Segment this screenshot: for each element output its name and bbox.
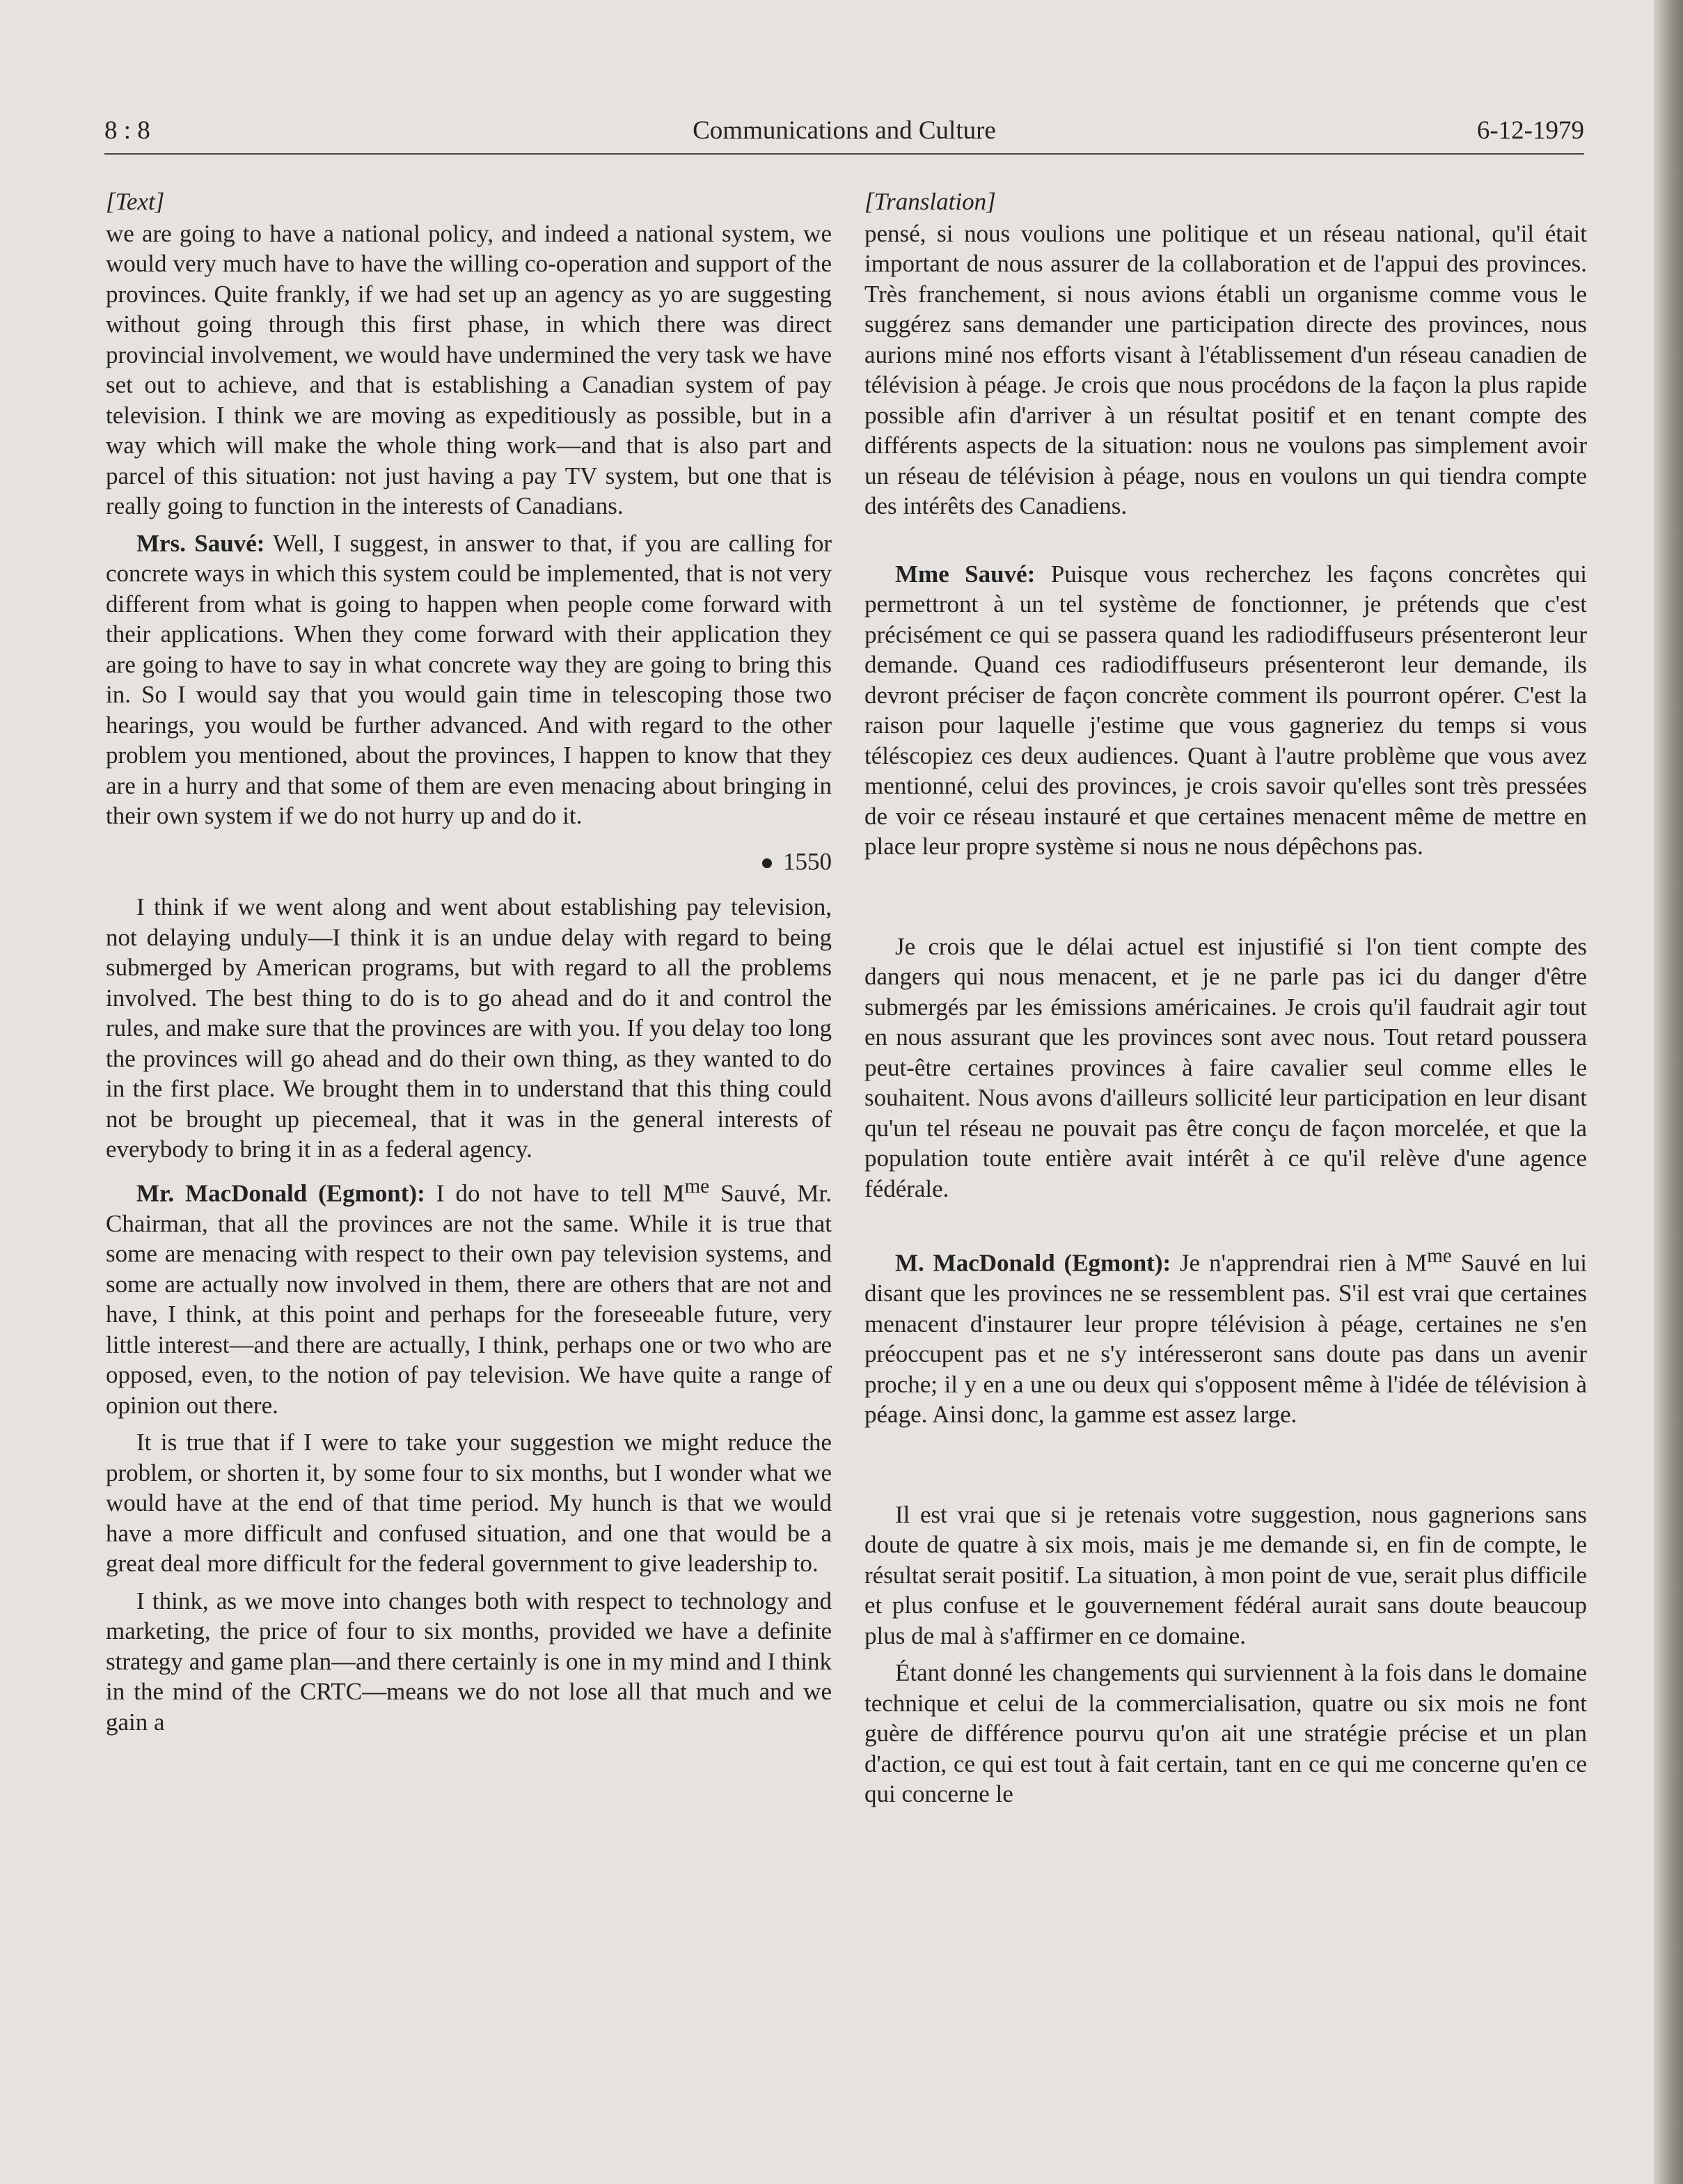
- french-paragraph-3: Je crois que le délai actuel est injustifié si l'on tient compte des dangers qui nous menacent, et je ne parle pas ici du danger d'être submergés par les émissions américaines. Je crois qu'il faudrait agir tout en nous assurant que les provinces sont avec nous. Tout retard poussera peut-être certaines provinces à faire cavalier seul comme elles le souhaitent. Nous avons d'ailleurs sollicité leur participation en leur disant qu'un tel réseau ne pouvait pas être conçu de façon morcelée, et que la population toute entière avait intérêt à ce qu'il relève d'une agence fédérale.: [864, 932, 1587, 1202]
- english-paragraph-5: It is true that if I were to take your suggestion we might reduce the problem, or shorten it, by some four to six months, but I wonder what we would have at the end of that time period. My hunch is that we would have a more difficult and confused situation, and one that would be a great deal more difficult for the federal government to give leadership to.: [106, 1429, 832, 1578]
- translation-label-word: Translation: [874, 188, 987, 215]
- english-paragraph-1: we are going to have a national policy, and indeed a national system, we would very much have to have the willing co-operation and support of the provinces. Quite frankly, if we had set up an agency as yo are suggesting without going through this first phase, in which there was direct provincial involvement, we would have undermined the very task we have set out to achieve, and that is establishing a Canadian system of pay television. I think we are moving as expeditiously as possible, but in a way which will make the whole thing work—and that is also part and parcel of this situation: not just having a pay TV system, but one that is really going to function in the interests of Canadians.: [106, 219, 832, 519]
- m-macdonald-remarks-b: Sauvé en lui disant que les provinces ne se ressemblent pas. S'il est vrai que certaines menacent d'instaurer leur propre télévision à péage, certaines ne s'en préoccupent pas et ne s'y intéresseront sans doute pas dans un avenir proche; il y en a une ou deux qui s'opposent même à l'idée de télévision à péage. Ainsi donc, la gamme est assez large.: [864, 1249, 1588, 1429]
- french-paragraph-sauve: [864, 559, 1587, 862]
- page-edge-shadow: [1654, 0, 1683, 2184]
- english-paragraph-sauve: [106, 528, 832, 831]
- english-column: [106, 187, 832, 1737]
- french-paragraph-5: Il est vrai que si je retenais votre suggestion, nous gagnerions sans doute de quatre à six mois, mais je me demande si, en fin de compte, le résultat serait positif. La situation, à mon point de vue, serait plus difficile et plus confuse et le gouvernement fédéral aurait sans doute beaucoup plus de mal à s'affirmer en ce domaine.: [864, 1500, 1587, 1649]
- speaker-m-macdonald: M. MacDonald (Egmont):: [895, 1249, 1171, 1277]
- page-header: [104, 116, 1584, 155]
- timestamp-marker: [106, 847, 832, 877]
- speaker-mme-sauve: Mme Sauvé:: [895, 560, 1036, 588]
- french-paragraph-macdonald: [864, 1241, 1587, 1430]
- macdonald-remarks-b: Sauvé, Mr. Chairman, that all the provinces are not the same. While it is true that some are menacing with respect to their own pay television systems, and some are actually now involved in them, there are others that are not and have, I think, at this point and perhaps for the foreseeable future, very little interest—and there are actually, I think, perhaps one or two who are opposed, even, to the notion of pay television. We have quite a range of opinion out there.: [106, 1179, 832, 1419]
- bullet-dot-icon: [762, 858, 772, 868]
- french-column: [864, 187, 1587, 1809]
- english-paragraph-macdonald: [106, 1172, 832, 1421]
- speaker-sauve: Mrs. Sauvé:: [136, 529, 265, 557]
- text-label: [Text]: [106, 188, 165, 215]
- superscript-me-fr: me: [1427, 1245, 1452, 1267]
- header-date: 6-12-1979: [1476, 116, 1584, 145]
- timestamp: 1550: [783, 847, 832, 875]
- translation-label: [Translation]: [864, 188, 996, 215]
- speaker-macdonald: Mr. MacDonald (Egmont):: [136, 1179, 425, 1207]
- sauve-remarks: Well, I suggest, in answer to that, if you are calling for concrete ways in which this system could be implemented, that is not very different from what is going to happen when people come forward with their applications. When they come forward with their application they are going to have to say in what concrete way they are going to bring this in. So I would say that you would gain time in telescoping those two hearings, you would be further advanced. And with regard to the other problem you mentioned, about the provinces, I happen to know that they are in a hurry and that some of them are even menacing about bringing in their own system if we do not hurry up and do it.: [106, 529, 832, 829]
- english-paragraph-6: I think, as we move into changes both with respect to technology and marketing, the price of four to six months, provided we have a definite strategy and game plan—and there certainly is one in my mind and I think in the mind of the CRTC—means we do not lose all that much and we gain a: [106, 1587, 832, 1736]
- french-paragraph-1: pensé, si nous voulions une politique et un réseau national, qu'il était important de nous assurer de la collaboration et de l'appui des provinces. Très franchement, si nous avions établi un organisme comme vous le suggérez sans demander une participation directe des provinces, nous aurions miné nos efforts visant à l'établissement d'un réseau canadien de télévision à péage. Je crois que nous procédons de la façon la plus rapide possible afin d'arriver à un résultat positif et en tenant compte des différents aspects de la situation: nous ne voulons pas simplement avoir un réseau de télévision à péage, nous en voulons un qui tiendra compte des intérêts des Canadiens.: [864, 219, 1587, 519]
- page-number: 8 : 8: [104, 116, 150, 145]
- running-title: Communications and Culture: [693, 116, 996, 145]
- french-paragraph-6: Étant donné les changements qui surviennent à la fois dans le domaine technique et celui de la commercialisation, quatre ou six mois ne font guère de différence pourvu qu'on ait une stratégie précise et un plan d'action, ce qui est tout à fait certain, tant en ce qui me concerne qu'en ce qui concerne le: [864, 1659, 1587, 1808]
- macdonald-remarks-a: I do not have to tell M: [436, 1179, 685, 1207]
- english-paragraph-3: I think if we went along and went about establishing pay television, not delaying unduly—I think it is an undue delay with regard to being submerged by American programs, but with regard to all the problems involved. The best thing to do is to go ahead and do it and control the rules, and make sure that the provinces are with you. If you delay too long the provinces will go ahead and do their own thing, as they wanted to do in the first place. We brought them in to understand that this thing could not be brought up piecemeal, that it was in the general interests of everybody to bring it in as a federal agency.: [106, 893, 832, 1163]
- text-label-word: Text: [115, 188, 155, 215]
- mme-sauve-remarks: Puisque vous recherchez les façons concrètes qui permettront à un tel système de fonctionner, je prétends que c'est précisément ce qui se passera quand les radiodiffuseurs présenteront leur demande. Quand ces radiodiffuseurs présenteront leur demande, ils devront préciser de façon concrète comment ils pourront opérer. C'est la raison pour laquelle j'estime que vous gagneriez du temps si vous téléscopiez ces deux audiences. Quant à l'autre problème que vous avez mentionné, celui des provinces, je crois savoir qu'elles sont très pressées de voir ce réseau instauré et que certaines menacent même de mettre en place leur propre système si nous ne nous dépêchons pas.: [864, 560, 1587, 860]
- m-macdonald-remarks-a: Je n'apprendrai rien à M: [1180, 1249, 1428, 1277]
- superscript-me: me: [684, 1175, 710, 1197]
